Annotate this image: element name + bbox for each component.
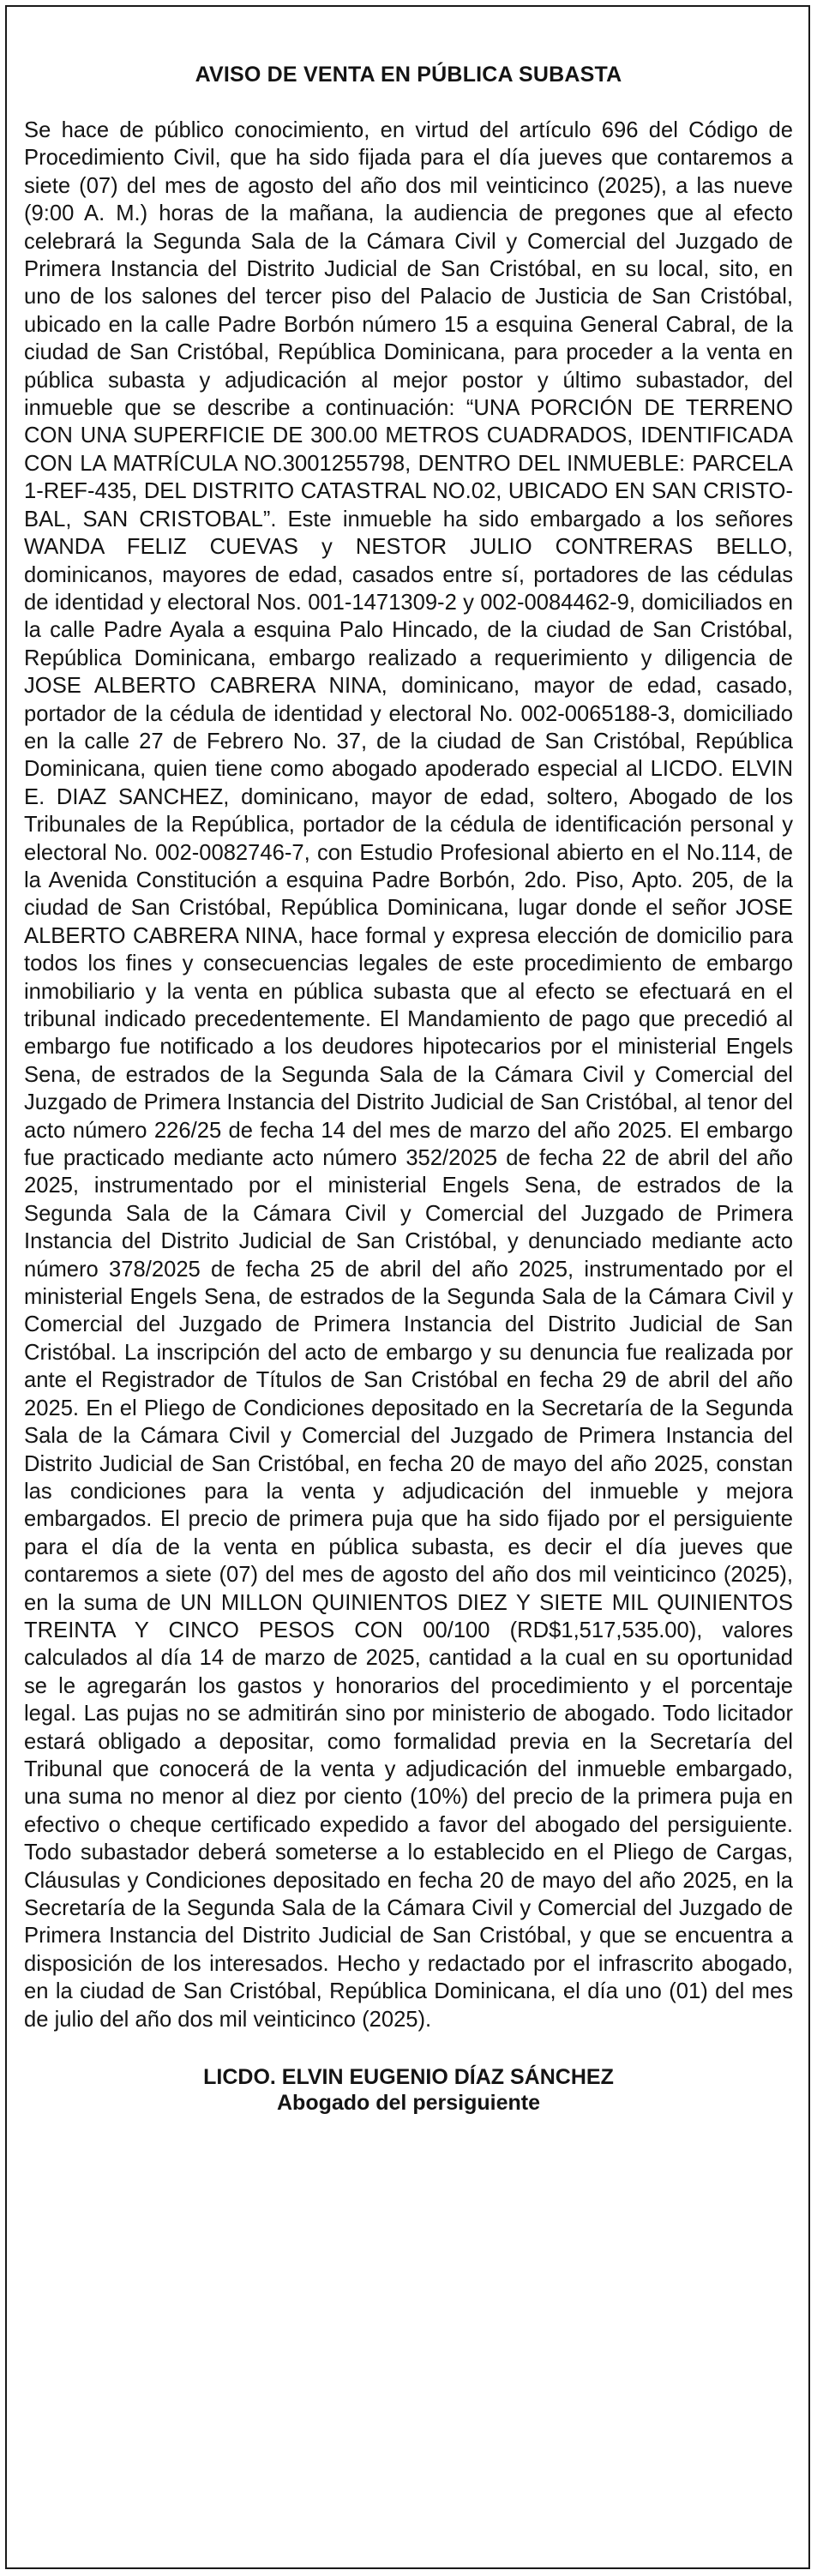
signature-block [24,2064,793,2116]
signature-role: Abogado del persiguiente [277,2091,540,2116]
notice-title: AVISO DE VENTA EN PÚBLICA SUBASTA [195,63,622,87]
signature-name: LICDO. ELVIN EUGENIO DÍAZ SÁNCHEZ [203,2065,614,2090]
notice [24,62,793,2116]
notice-body: Se hace de público conocimiento, en virtud del artículo 696 del Código de Procedimiento Civil, que ha sido fijada para el día jueves que contaremos a siete (07) del mes de agosto del año dos mil veinticinco (2025), a las nueve (9:00 A. M.) horas de la mañana, la audiencia de pregones que al efecto celebrará la Segunda Sala de la Cámara Civil y Comercial del Juzgado de Primera Instancia del Distrito Judicial de San Cristóbal, en su local, sito, en uno de los salones del tercer piso del Palacio de Justicia de San Cristóbal, ubicado en la calle Padre Borbón número 15 a esquina General Cabral, de la ciudad de San Cristóbal, República Dominicana, para proceder a la venta en pública subasta y adjudicación al mejor postor y último subastador, del inmueble que se describe a continuación: “UNA PORCIÓN DE TERRENO CON UNA SUPERFICIE DE 300.00 METROS CUADRADOS, IDENTIFICADA CON LA MATRÍCULA NO.3001255798, DENTRO DEL INMUEBLE: PARCELA 1-REF-435, DEL DISTRITO CATASTRAL NO.02, UBICADO EN SAN CRISTOBAL, SAN CRISTOBAL”. Este inmueble ha sido embargado a los señores WANDA FELIZ CUEVAS y NESTOR JULIO CONTRERAS BELLO, dominicanos, mayores de edad, casados entre sí, portadores de las cédulas de identidad y electoral Nos. 001-1471309-2 y 002-0084462-9, domiciliados en la calle Padre Ayala a esquina Palo Hincado, de la ciudad de San Cristóbal, República Dominicana, embargo realizado a requerimiento y diligencia de JOSE ALBERTO CABRERA NINA, dominicano, mayor de edad, casado, portador de la cédula de identidad y electoral No. 002-0065188-3, domiciliado en la calle 27 de Febrero No. 37, de la ciudad de San Cristóbal, República Dominicana, quien tiene como abogado apoderado especial al LICDO. ELVIN E. DIAZ SANCHEZ, dominicano, mayor de edad, soltero, Abogado de los Tribunales de la República, portador de la cédula de identificación personal y electoral No. 002-0082746-7, con Estudio Profesional abierto en el No.114, de la Avenida Constitución a esquina Padre Borbón, 2do. Piso, Apto. 205, de la ciudad de San Cristóbal, República Dominicana, lugar donde el señor JOSE ALBERTO CABRERA NINA, hace formal y expresa elección de domicilio para todos los fines y consecuencias legales de este procedimiento de embargo inmobiliario y la venta en pública subasta que al efecto se efectuará en el tribunal indicado precedentemente. El Mandamiento de pago que precedió al embargo fue notificado a los deudores hipotecarios por el ministerial Engels Sena, de estrados de la Segunda Sala de la Cámara Civil y Comercial del Juzgado de Primera Instancia del Distrito Judicial de San Cristóbal, al tenor del acto número 226/25 de fecha 14 del mes de marzo del año 2025. El embargo fue practicado mediante acto número 352/2025 de fecha 22 de abril del año 2025, instrumentado por el ministerial Engels Sena, de estrados de la Segunda Sala de la Cámara Civil y Comercial del Juzgado de Primera Instancia del Distrito Judicial de San Cristóbal, y denunciado mediante acto número 378/2025 de fecha 25 de abril del año 2025, instrumentado por el ministerial Engels Sena, de estrados de la Segunda Sala de la Cámara Civil y Comercial del Juzgado de Primera Instancia del Distrito Judicial de San Cristóbal. La inscripción del acto de embargo y su denuncia fue realizada por ante el Registrador de Títulos de San Cristóbal en fecha 29 de abril del año 2025. En el Pliego de Condiciones depositado en la Secretaría de la Segunda Sala de la Cámara Civil y Comercial del Juzgado de Primera Instancia del Distrito Judicial de San Cristóbal, en fecha 20 de mayo del año 2025, constan las condiciones para la venta y adjudicación del inmueble y mejora embargados. El precio de primera puja que ha sido fijado por el persiguiente para el día de la venta en pública subasta, es decir el día jueves que contaremos a siete (07) del mes de agosto del año dos mil veinticinco (2025), en la suma de UN MILLON QUINIENTOS DIEZ Y SIETE MIL QUINIENTOS TREINTA Y CINCO PESOS CON 00/100 (RD$1,517,535.00), valores calculados al día 14 de marzo de 2025, cantidad a la cual en su oportunidad se le agregarán los gastos y honorarios del procedimiento y el porcentaje legal. Las pujas no se admitirán sino por ministerio de abogado. Todo licitador estará obligado a depositar, como formalidad previa en la Secretaría del Tribunal que conocerá de la venta y adjudicación del inmueble embargado, una suma no menor al diez por ciento (10%) del precio de la primera puja en efectivo o cheque certificado expedido a favor del abogado del persiguiente. Todo subastador deberá someterse a lo establecido en el Pliego de Cargas, Cláusulas y Condiciones depositado en fecha 20 de mayo del año 2025, en la Secretaría de la Segunda Sala de la Cámara Civil y Comercial del Juzgado de Primera Instancia del Distrito Judicial de San Cristóbal, y que se encuentra a disposición de los interesados. Hecho y redactado por el infrascrito abogado, en la ciudad de San Cristóbal, República Dominicana, el día uno (01) del mes de julio del año dos mil veinticinco (2025). [24,118,793,2032]
